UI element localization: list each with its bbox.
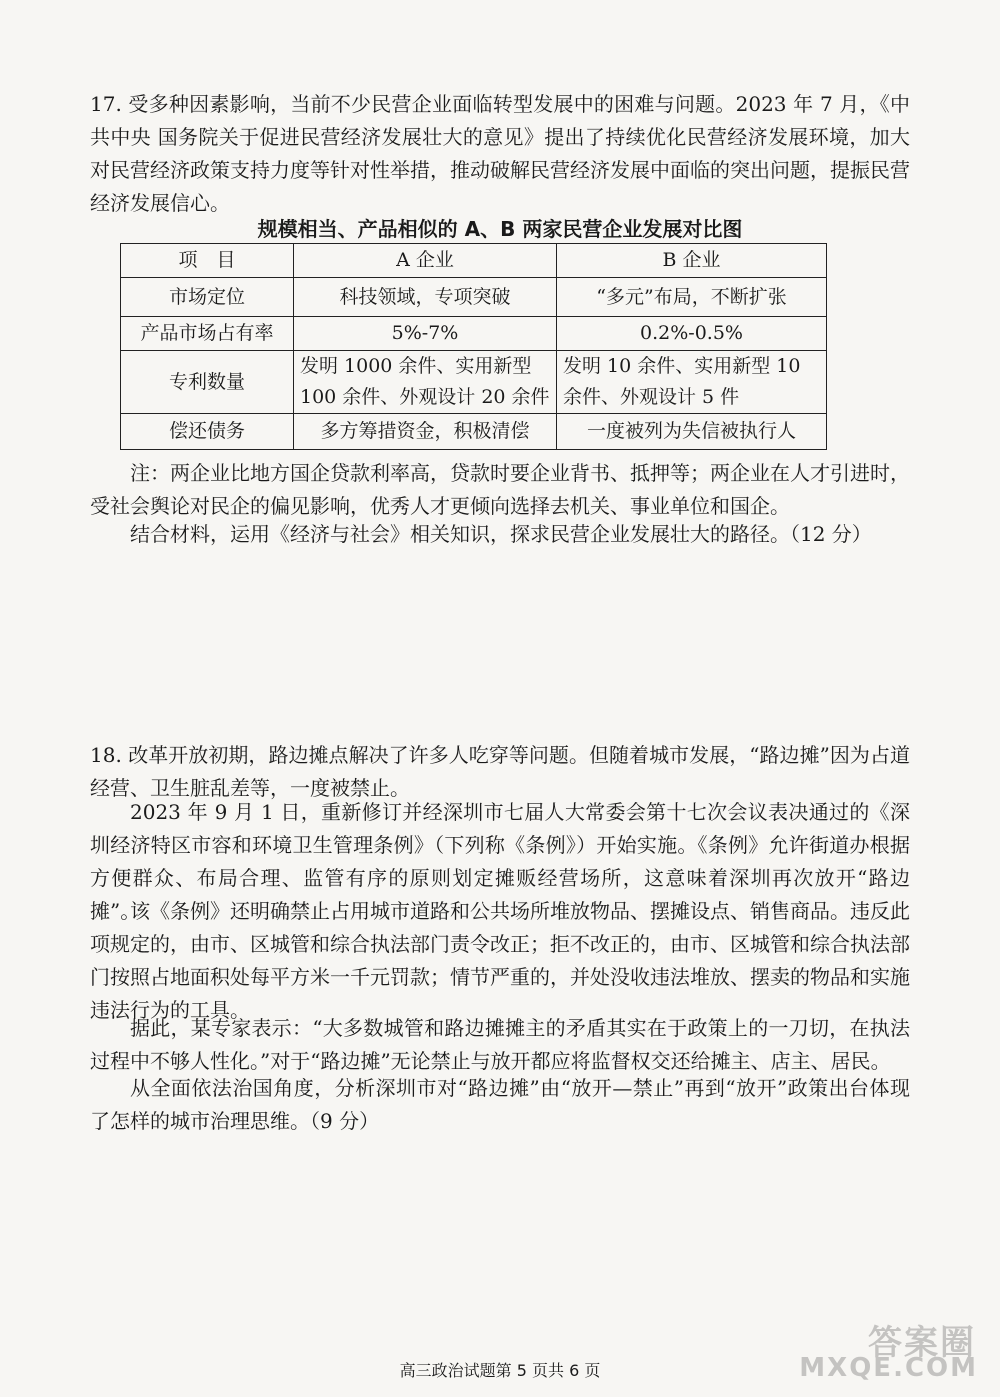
question-18-paragraph: 2023 年 9 月 1 日，重新修订并经深圳市七届人大常委会第十七次会议表决通过的《深圳经济特区市容和环境卫生管理条例》（下列称《条例》）开始实施。《条例》允许街道办根据方便群众、布局合理、监管有序的原则划定摊贩经营场所，这意味着深圳再次放开“路边摊”。	[90, 800, 910, 923]
table-row	[121, 317, 827, 351]
comparison-table	[120, 243, 827, 450]
table-cell: 发明 1000 余件、实用新型 100 余件、外观设计 20 余件	[294, 351, 557, 414]
table-header-b: B 企业	[557, 244, 827, 278]
table-title: 规模相当、产品相似的 A、B 两家民营企业发展对比图	[257, 217, 743, 241]
table-cell: 多方筹措资金，积极清偿	[294, 414, 557, 450]
table-cell: 0.2%-0.5%	[557, 317, 827, 351]
question-17-intro: 17. 受多种因素影响，当前不少民营企业面临转型发展中的困难与问题。2023 年 7 月，《中共中央 国务院关于促进民营经济发展壮大的意见》提出了持续优化民营经济发展环境，加大对民营经济政策支持力度等针对性举措，推动破解民营经济发展中面临的突出问题，提振民营经济发展信心。	[90, 92, 910, 215]
table-cell: 一度被列为失信被执行人	[557, 414, 827, 450]
question-18-task: 从全面依法治国角度，分析深圳市对“路边摊”由“放开—禁止”再到“放开”政策出台体现了怎样的城市治理思维。（9 分）	[90, 1076, 910, 1133]
table-cell: 发明 10 余件、实用新型 10 余件、外观设计 5 件	[557, 351, 827, 414]
table-row	[121, 278, 827, 317]
page-footer: 高三政治试题第 5 页共 6 页	[399, 1361, 601, 1380]
watermark-logo	[799, 1315, 982, 1387]
table-cell: 市场定位	[121, 278, 294, 317]
watermark-bottom: MXQE.COM	[799, 1353, 978, 1383]
question-18-paragraph: 据此，某专家表示：“大多数城管和路边摊摊主的矛盾其实在于政策上的一刀切，在执法过程中不够人性化。”对于“路边摊”无论禁止与放开都应将监督权交还给摊主、店主、居民。	[90, 1016, 910, 1073]
table-note: 注：两企业比地方国企贷款利率高，贷款时要企业背书、抵押等；两企业在人才引进时，受社会舆论对民企的偏见影响，优秀人才更倾向选择去机关、事业单位和国企。	[90, 461, 910, 518]
table-cell: 科技领域，专项突破	[294, 278, 557, 317]
table-cell: “多元”布局，不断扩张	[557, 278, 827, 317]
table-cell: 偿还债务	[121, 414, 294, 450]
watermark-top: 答案圈	[868, 1323, 976, 1363]
table-cell: 5%-7%	[294, 317, 557, 351]
table-header-item: 项 目	[121, 244, 294, 278]
question-18-paragraph: 该《条例》还明确禁止占用城市道路和公共场所堆放物品、摆摊设点、销售商品。违反此项规定的，由市、区城管和综合执法部门责令改正；拒不改正的，由市、区城管和综合执法部门按照占地面积处每平方米一千元罚款；情节严重的，并处没收违法堆放、摆卖的物品和实施违法行为的工具。	[90, 899, 910, 1022]
question-17-task: 结合材料，运用《经济与社会》相关知识，探求民营企业发展壮大的路径。（12 分）	[130, 522, 872, 546]
table-cell: 专利数量	[121, 351, 294, 414]
table-header-row	[121, 244, 827, 278]
question-18-intro: 18. 改革开放初期，路边摊点解决了许多人吃穿等问题。但随着城市发展，“路边摊”因为占道经营、卫生脏乱差等，一度被禁止。	[90, 743, 910, 800]
table-row	[121, 351, 827, 414]
table-row	[121, 414, 827, 450]
table-header-a: A 企业	[294, 244, 557, 278]
table-cell: 产品市场占有率	[121, 317, 294, 351]
